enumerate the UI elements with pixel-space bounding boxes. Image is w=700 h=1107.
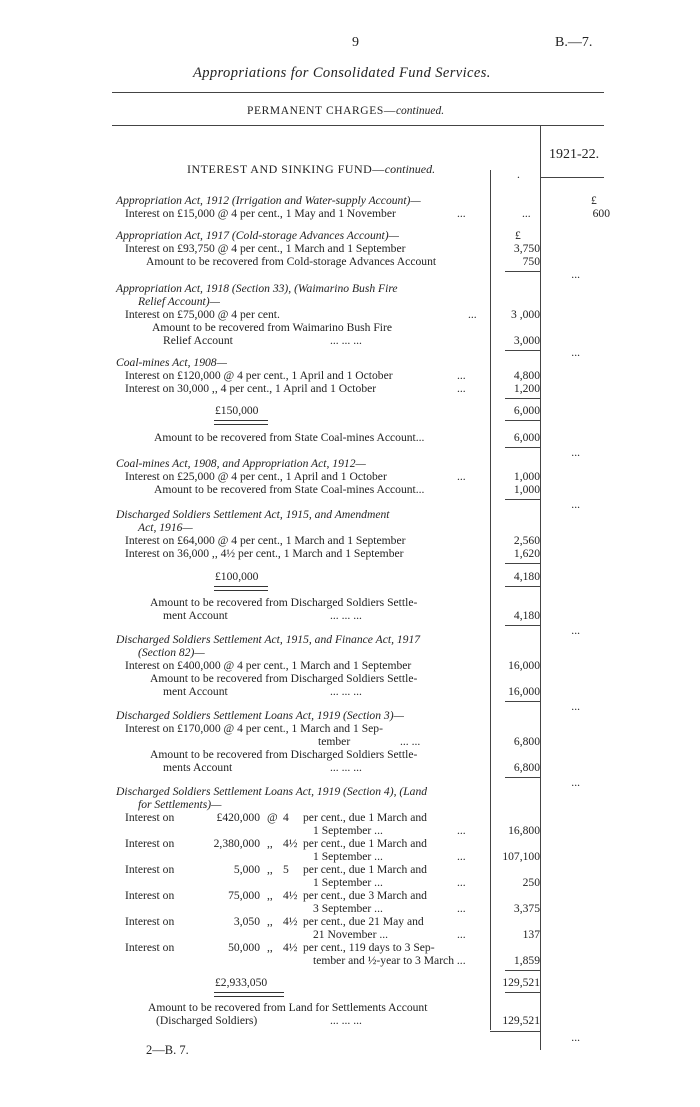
year-header-rule (540, 177, 604, 178)
b7-line-1: Interest on £400,000 @ 4 per cent., 1 March and 1 September (125, 659, 412, 672)
b6-line-4-dots: ... ... ... (330, 609, 362, 622)
b1-total: 600 (592, 207, 610, 220)
b9-row-label: Interest on (125, 811, 175, 824)
b9-row-amount: £420,000 (216, 811, 260, 824)
b9-row-label: Interest on (125, 837, 175, 850)
b6-rule-3 (505, 625, 540, 626)
b9-row-amount: 2,380,000 (213, 837, 260, 850)
b5-rule (505, 499, 540, 500)
b9-row-value: 250 (522, 876, 540, 889)
b6-rule-2 (505, 586, 540, 587)
b9-row-text-2: tember and ½-year to 3 March ... (313, 954, 466, 967)
b9-row-label: Interest on (125, 889, 175, 902)
b8-line-2: Amount to be recovered from Discharged Soldiers Settle- (150, 748, 418, 761)
b9-heading-1: Discharged Soldiers Settlement Loans Act, 1919 (Section 4), (Land (116, 785, 428, 798)
b4-subtotal-underline (214, 420, 268, 425)
b6-total: ... (571, 624, 580, 637)
title-rule (112, 92, 604, 93)
b2-total: ... (571, 268, 580, 281)
b4-value-3: 6,000 (513, 404, 540, 417)
b4-heading: Coal-mines Act, 1908— (116, 356, 227, 369)
b3-line-1-dots: ... (468, 308, 477, 321)
b6-line-2: Interest on 36,000 ,, 4½ per cent., 1 March and 1 September (125, 547, 404, 560)
page-number: 9 (352, 35, 359, 50)
b2-line-2: Amount to be recovered from Cold-storage Advances Account (146, 255, 437, 268)
b6-line-3: Amount to be recovered from Discharged Soldiers Settle- (150, 596, 418, 609)
b7-line-3: ment Account (163, 685, 228, 698)
b3-value-1: 3 ,000 (511, 308, 540, 321)
b4-value-2: 1,200 (513, 382, 540, 395)
b7-heading-2: (Section 82)— (138, 646, 205, 659)
b1-heading: Appropriation Act, 1912 (Irrigation and Water-supply Account)— (116, 194, 421, 207)
b9-row-dots: ... (457, 928, 466, 941)
b9-row-rate: 5 (283, 863, 289, 876)
b4-line-1-dots: ... (457, 369, 466, 382)
b9-row-text-1: per cent., due 3 March and (303, 889, 427, 902)
b9-row-value: 1,859 (513, 954, 540, 967)
b5-total: ... (571, 498, 580, 511)
b9-row-text-1: per cent., due 1 March and (303, 863, 427, 876)
b7-line-2: Amount to be recovered from Discharged Soldiers Settle- (150, 672, 418, 685)
b3-line-3: Relief Account (163, 334, 233, 347)
b5-line-1-dots: ... (457, 470, 466, 483)
b9-row-rate: 4½ (283, 837, 298, 850)
b6-value-2: 1,620 (513, 547, 540, 560)
b9-subtotal-value: 129,521 (502, 976, 540, 989)
b5-value-2: 1,000 (513, 483, 540, 496)
section-subtitle (247, 105, 444, 118)
subtitle-main: PERMANENT CHARGES— (247, 105, 396, 117)
b9-row-operator: ,, (267, 863, 273, 876)
b9-row-operator: ,, (267, 941, 273, 954)
b7-value-1: 16,000 (508, 659, 540, 672)
b6-subtotal: £100,000 (215, 570, 259, 583)
b4-total: ... (571, 446, 580, 459)
year-column-header: 1921-22. (549, 147, 600, 162)
b8-line-1-continued: tember (318, 735, 351, 748)
b9-row-rate: 4½ (283, 915, 298, 928)
heading-dot: . (517, 168, 520, 181)
b9-row-label: Interest on (125, 863, 175, 876)
year-column-divider (540, 125, 541, 1050)
b9-row-text-1: per cent., due 1 March and (303, 837, 427, 850)
b3-line-1: Interest on £75,000 @ 4 per cent. (125, 308, 280, 321)
b8-value-1: 6,800 (513, 735, 540, 748)
b9-row-value: 16,800 (508, 824, 540, 837)
b8-total: ... (571, 776, 580, 789)
b6-line-4: ment Account (163, 609, 228, 622)
b9-row-operator: ,, (267, 889, 273, 902)
b9-row-rate: 4½ (283, 889, 298, 902)
b9-subtotal: £2,933,050 (215, 976, 268, 989)
b2-rule (505, 271, 540, 272)
subtitle-rule (112, 125, 604, 126)
b9-row-value: 137 (522, 928, 540, 941)
b8-line-1-dots: ... ... (400, 735, 421, 748)
b3-heading-1: Appropriation Act, 1918 (Section 33), (Waimarino Bush Fire (116, 282, 398, 295)
b4-value-1: 4,800 (513, 369, 540, 382)
b9-row-text-2: 1 September ... (313, 850, 383, 863)
b4-line-2-dots: ... (457, 382, 466, 395)
b9-row-label: Interest on (125, 941, 175, 954)
b3-line-3-dots: ... ... ... (330, 334, 362, 347)
b9-row-dots: ... (457, 850, 466, 863)
b7-value-2: 16,000 (508, 685, 540, 698)
b5-line-2: Amount to be recovered from State Coal-mines Account... (154, 483, 425, 496)
b4-line-1: Interest on £120,000 @ 4 per cent., 1 April and 1 October (125, 369, 393, 382)
b9-row-text-2: 21 November ... (313, 928, 389, 941)
b9-rule-3 (490, 1031, 540, 1032)
b6-sum-rule (505, 563, 540, 564)
b9-row-value: 3,375 (513, 902, 540, 915)
b1-line-1-dots: ... (457, 207, 466, 220)
b1-pound-sign: £ (591, 194, 597, 207)
b5-value-1: 1,000 (513, 470, 540, 483)
b6-heading-2: Act, 1916— (138, 521, 193, 534)
b6-line-1: Interest on £64,000 @ 4 per cent., 1 March and 1 September (125, 534, 406, 547)
b9-row-amount: 75,000 (228, 889, 260, 902)
amount-column-divider (490, 170, 491, 1030)
b8-line-3-dots: ... ... ... (330, 761, 362, 774)
b7-rule (505, 701, 540, 702)
b6-value-4: 4,180 (513, 609, 540, 622)
b9-row-operator: @ (267, 811, 278, 824)
b2-value-1: 3,750 (513, 242, 540, 255)
b8-line-3: ments Account (163, 761, 233, 774)
b6-heading-1: Discharged Soldiers Settlement Act, 1915, and Amendment (116, 508, 390, 521)
b9-row-operator: ,, (267, 837, 273, 850)
b7-heading-1: Discharged Soldiers Settlement Act, 1915, and Finance Act, 1917 (116, 633, 421, 646)
page-title: Appropriations for Consolidated Fund Services. (193, 65, 491, 81)
b9-heading-2: for Settlements)— (138, 798, 222, 811)
b3-rule (505, 350, 540, 351)
b4-line-3: Amount to be recovered from State Coal-mines Account... (154, 431, 425, 444)
b9-line-a: Amount to be recovered from Land for Settlements Account (148, 1001, 428, 1014)
b2-pound-sign: £ (515, 229, 521, 242)
b9-row-text-1: per cent., due 1 March and (303, 811, 427, 824)
b9-row-operator: ,, (267, 915, 273, 928)
subtitle-continued: continued. (395, 105, 445, 117)
b9-row-rate: 4½ (283, 941, 298, 954)
b9-sum-rule (505, 970, 540, 971)
b9-line-b: (Discharged Soldiers) (156, 1014, 258, 1027)
b9-row-amount: 3,050 (233, 915, 260, 928)
b8-rule (505, 777, 540, 778)
b3-total: ... (571, 346, 580, 359)
b9-row-text-1: per cent., 119 days to 3 Sep- (303, 941, 435, 954)
b6-value-3: 4,180 (513, 570, 540, 583)
b1-amount-dots: ... (522, 207, 531, 220)
b9-row-amount: 50,000 (228, 941, 260, 954)
b8-heading: Discharged Soldiers Settlement Loans Act, 1919 (Section 3)— (116, 709, 404, 722)
b9-row-rate: 4 (283, 811, 289, 824)
b9-total: ... (571, 1031, 580, 1044)
b8-line-1: Interest on £170,000 @ 4 per cent., 1 March and 1 Sep- (125, 722, 383, 735)
document-reference: B.—7. (555, 35, 593, 50)
b3-line-2: Amount to be recovered from Waimarino Bush Fire (152, 321, 393, 334)
b7-total: ... (571, 700, 580, 713)
b5-heading: Coal-mines Act, 1908, and Appropriation Act, 1912— (116, 457, 366, 470)
b4-subtotal: £150,000 (215, 404, 259, 417)
b2-heading: Appropriation Act, 1917 (Cold-storage Advances Account)— (116, 229, 399, 242)
b4-sum-rule (505, 398, 540, 399)
section-heading (187, 163, 435, 176)
b6-subtotal-underline (214, 586, 268, 591)
b2-line-1: Interest on £93,750 @ 4 per cent., 1 March and 1 September (125, 242, 406, 255)
b9-row-dots: ... (457, 876, 466, 889)
b9-row-text-1: per cent., due 21 May and (303, 915, 424, 928)
b9-row-text-2: 1 September ... (313, 824, 383, 837)
footer-signature: 2—B. 7. (146, 1043, 189, 1057)
b9-row-text-2: 1 September ... (313, 876, 383, 889)
b4-value-4: 6,000 (513, 431, 540, 444)
b9-subtotal-underline (214, 992, 284, 997)
b4-line-2: Interest on 30,000 ,, 4 per cent., 1 April and 1 October (125, 382, 377, 395)
b9-row-label: Interest on (125, 915, 175, 928)
b9-row-value: 107,100 (502, 850, 540, 863)
b9-row-dots: ... (457, 902, 466, 915)
b9-row-text-2: 3 September ... (313, 902, 383, 915)
b6-value-1: 2,560 (513, 534, 540, 547)
b5-line-1: Interest on £25,000 @ 4 per cent., 1 April and 1 October (125, 470, 387, 483)
b9-row-amount: 5,000 (233, 863, 260, 876)
b8-value-2: 6,800 (513, 761, 540, 774)
b4-rule-3 (505, 447, 540, 448)
b7-line-3-dots: ... ... ... (330, 685, 362, 698)
b3-heading-2: Relief Account)— (138, 295, 220, 308)
b9-row-dots: ... (457, 824, 466, 837)
b3-value-2: 3,000 (513, 334, 540, 347)
b2-value-2: 750 (522, 255, 540, 268)
b9-rule-2 (505, 992, 540, 993)
b1-line-1: Interest on £15,000 @ 4 per cent., 1 May and 1 November (125, 207, 396, 220)
section-heading-continued: continued. (384, 162, 436, 176)
b9-line-b-dots: ... ... ... (330, 1014, 362, 1027)
section-heading-main: INTEREST AND SINKING FUND— (187, 162, 385, 176)
b4-rule-2 (505, 420, 540, 421)
b9-amount-value: 129,521 (502, 1014, 540, 1027)
